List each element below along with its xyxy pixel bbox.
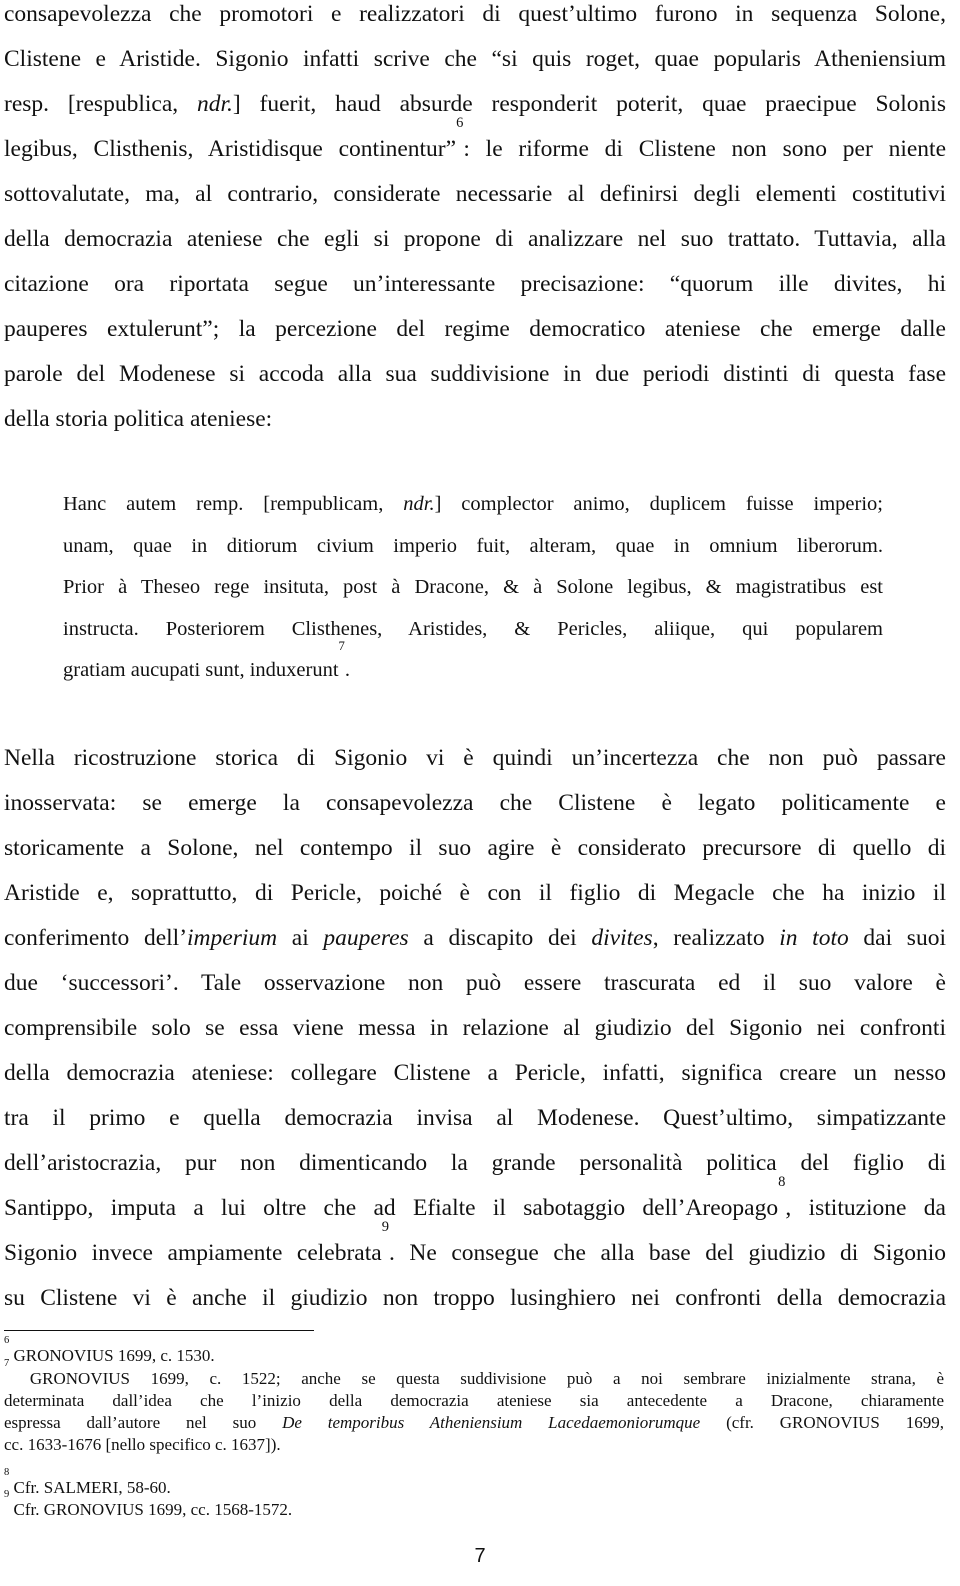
text-line: su Clistene vi è anche il giudizio non troppo lusinghiero nei confronti della democrazia bbox=[4, 1285, 946, 1311]
text-line: della democrazia ateniese che egli si propone di analizzare nel suo trattato. Tuttavia, alla bbox=[4, 226, 946, 252]
quote-line: gratiam aucupati sunt, induxerunt$^7$. bbox=[63, 639, 351, 681]
page-number: 7 bbox=[474, 1545, 486, 1567]
text-line: parole del Modenese si accoda alla sua suddivisione in due periodi distinti di questa fase bbox=[4, 361, 946, 387]
text-line: pauperes extulerunt”; la percezione del regime democratico ateniese che emerge dalle bbox=[4, 316, 946, 342]
footnote-7 bbox=[4, 1358, 944, 1456]
footnote-number: 8 bbox=[4, 1467, 10, 1478]
footnote-number: 9 bbox=[4, 1489, 10, 1500]
footnote-number: 6 bbox=[4, 1335, 10, 1346]
text-line: comprensibile solo se essa viene messa in relazione al giudizio del Sigonio nei confronti bbox=[4, 1015, 946, 1041]
text-line: Aristide e, soprattutto, di Pericle, poiché è con il figlio di Megacle che ha inizio il bbox=[4, 880, 946, 906]
text-line: Santippo, imputa a lui oltre che ad Efialte il sabotaggio dell’Areopago$^8$, istituzione da bbox=[4, 1174, 946, 1221]
footnote-number: 7 bbox=[4, 1358, 10, 1369]
body-paragraph-2 bbox=[4, 736, 946, 1321]
footnote-ref-7[interactable]: 7 bbox=[338, 639, 345, 653]
body-paragraph-1 bbox=[4, 0, 946, 442]
footnote-ref-9[interactable]: 9 bbox=[381, 1219, 389, 1235]
text-line: Sigonio invece ampiamente celebrata$^9$. Ne consegue che alla base del giudizio di Sigonio bbox=[4, 1219, 946, 1266]
footnote-ref-6[interactable]: 6 bbox=[456, 115, 464, 131]
text-line: consapevolezza che promotori e realizzatori di quest’ultimo furono in sequenza Solone, bbox=[4, 1, 946, 27]
text-line: conferimento dell’imperium ai pauperes a discapito dei divites, realizzato in toto dai suoi bbox=[4, 925, 946, 951]
text-line: sottovalutate, ma, al contrario, considerate necessarie al definirsi degli elementi costitutivi bbox=[4, 181, 946, 207]
text-line: Nella ricostruzione storica di Sigonio vi è quindi un’incertezza che non può passare bbox=[4, 745, 946, 771]
footnote-line: $^9$ Cfr. GRONOVIUS 1699, cc. 1568-1572. bbox=[4, 1489, 293, 1519]
footnote-line: $^8$ Cfr. SALMERI, 58-60. bbox=[4, 1467, 171, 1497]
text-line: due ‘successori’. Tale osservazione non può essere trascurata ed il suo valore è bbox=[4, 970, 946, 996]
quote-line: instructa. Posteriorem Clisthenes, Aristides, & Pericles, aliique, qui popularem bbox=[63, 617, 883, 640]
footnote-separator bbox=[4, 1330, 314, 1331]
quote-line: Prior à Theseo rege insituta, post à Dracone, & à Solone legibus, & magistratibus est bbox=[63, 576, 883, 598]
text-line: dell’aristocrazia, pur non dimenticando la grande personalità politica del figlio di bbox=[4, 1150, 946, 1176]
footnote-ref-8[interactable]: 8 bbox=[778, 1174, 786, 1190]
footnote-8 bbox=[4, 1467, 944, 1499]
footnote-6 bbox=[4, 1335, 944, 1367]
footnote-line: determinata dall’idea che l’inizio della democrazia ateniese sia antecedente a Dracone, chiaramente bbox=[4, 1391, 944, 1410]
footnote-line: $^6$ GRONOVIUS 1699, c. 1530. bbox=[4, 1335, 215, 1365]
quote-line: Hanc autem remp. [rempublicam, ndr.] complector animo, duplicem fuisse imperio; bbox=[63, 493, 883, 515]
text-line: citazione ora riportata segue un’interessante precisazione: “quorum ille divites, hi bbox=[4, 271, 946, 297]
text-line: storicamente a Solone, nel contempo il suo agire è considerato precursore di quello di bbox=[4, 835, 946, 861]
text-line: Clistene e Aristide. Sigonio infatti scrive che “si quis roget, quae popularis Atheniensium bbox=[4, 46, 946, 72]
text-line: legibus, Clisthenis, Aristidisque continentur”$^6$: le riforme di Clistene non sono per niente bbox=[4, 115, 946, 162]
text-line: della democrazia ateniese: collegare Clistene a Pericle, infatti, significa creare un nesso bbox=[4, 1060, 946, 1086]
text-line: tra il primo e quella democrazia invisa al Modenese. Quest’ultimo, simpatizzante bbox=[4, 1105, 946, 1131]
text-line: inosservata: se emerge la consapevolezza che Clistene è legato politicamente e bbox=[4, 790, 946, 816]
footnote-line: cc. 1633-1676 [nello specifico c. 1637]). bbox=[4, 1435, 281, 1454]
footnote-9 bbox=[4, 1489, 944, 1521]
quote-line: unam, quae in ditiorum civium imperio fuit, alteram, quae in omnium liberorum. bbox=[63, 534, 883, 557]
text-line: della storia politica ateniese: bbox=[4, 406, 273, 432]
text-line: resp. [respublica, ndr.] fuerit, haud absurde responderit poterit, quae praecipue Solonis bbox=[4, 91, 946, 117]
block-quote bbox=[63, 484, 883, 692]
footnote-line: $^7$ GRONOVIUS 1699, c. 1522; anche se questa suddivisione può a noi sembrare inizialmente strana, è bbox=[4, 1358, 944, 1388]
footnote-line: espressa dall’autore nel suo De temporibus Atheniensium Lacedaemoniorumque (cfr. GRONOVIUS 1699, bbox=[4, 1413, 944, 1432]
